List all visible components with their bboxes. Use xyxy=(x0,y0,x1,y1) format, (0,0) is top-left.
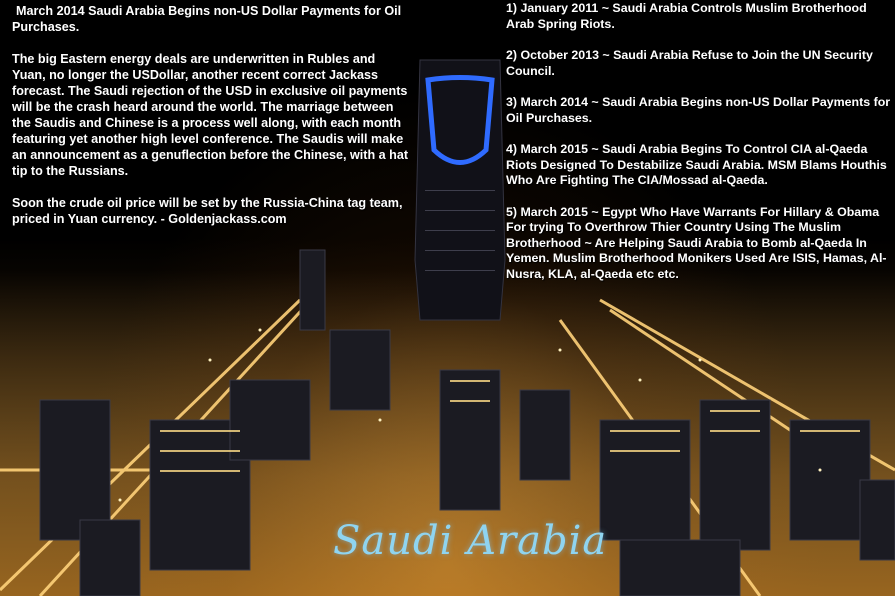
article-title: March 2014 Saudi Arabia Begins non-US Dollar Payments for Oil Purchases. xyxy=(12,4,402,34)
timeline-item: 2) October 2013 ~ Saudi Arabia Refuse to Join the UN Security Council. xyxy=(506,48,873,78)
timeline-item: 3) March 2014 ~ Saudi Arabia Begins non-US Dollar Payments for Oil Purchases. xyxy=(506,95,891,125)
left-article-text xyxy=(12,3,412,243)
timeline-item: 4) March 2015 ~ Saudi Arabia Begins To Control CIA al-Qaeda Riots Designed To Destabilize Saudi Arabia. MSM Blams Houthis Who Are Fighting The CIA/Mossad al-Qaeda. xyxy=(506,142,887,187)
timeline-item: 1) January 2011 ~ Saudi Arabia Controls Muslim Brotherhood Arab Spring Riots. xyxy=(506,1,867,31)
article-closing: Soon the crude oil price will be set by the Russia-China tag team, priced in Yuan currency. - Goldenjackass.com xyxy=(12,196,403,226)
timeline-list xyxy=(506,1,892,298)
saudi-arabia-caption: Saudi Arabia xyxy=(333,518,608,564)
article-body: The big Eastern energy deals are underwritten in Rubles and Yuan, no longer the USDollar, another recent correct Jackass forecast. The Saudi rejection of the USD in exclusive oil payments will be the crash heard around the world. The marriage between the Saudis and Chinese is a process well along, with each month featuring yet another high level conference. The Saudis will make an announcement as a genuflection before the Chinese, with a hat tip to the Russians. xyxy=(12,52,409,178)
timeline-item: 5) March 2015 ~ Egypt Who Have Warrants For Hillary & Obama For trying To Overthrow Thier Country Using The Muslim Brotherhood ~ Are Helping Saudi Arabia to Bomb al-Qaeda In Yemen. Muslim Brotherhood Monikers Used Are ISIS, Hamas, Al-Nusra, KLA, al-Qaeda etc etc. xyxy=(506,204,887,281)
